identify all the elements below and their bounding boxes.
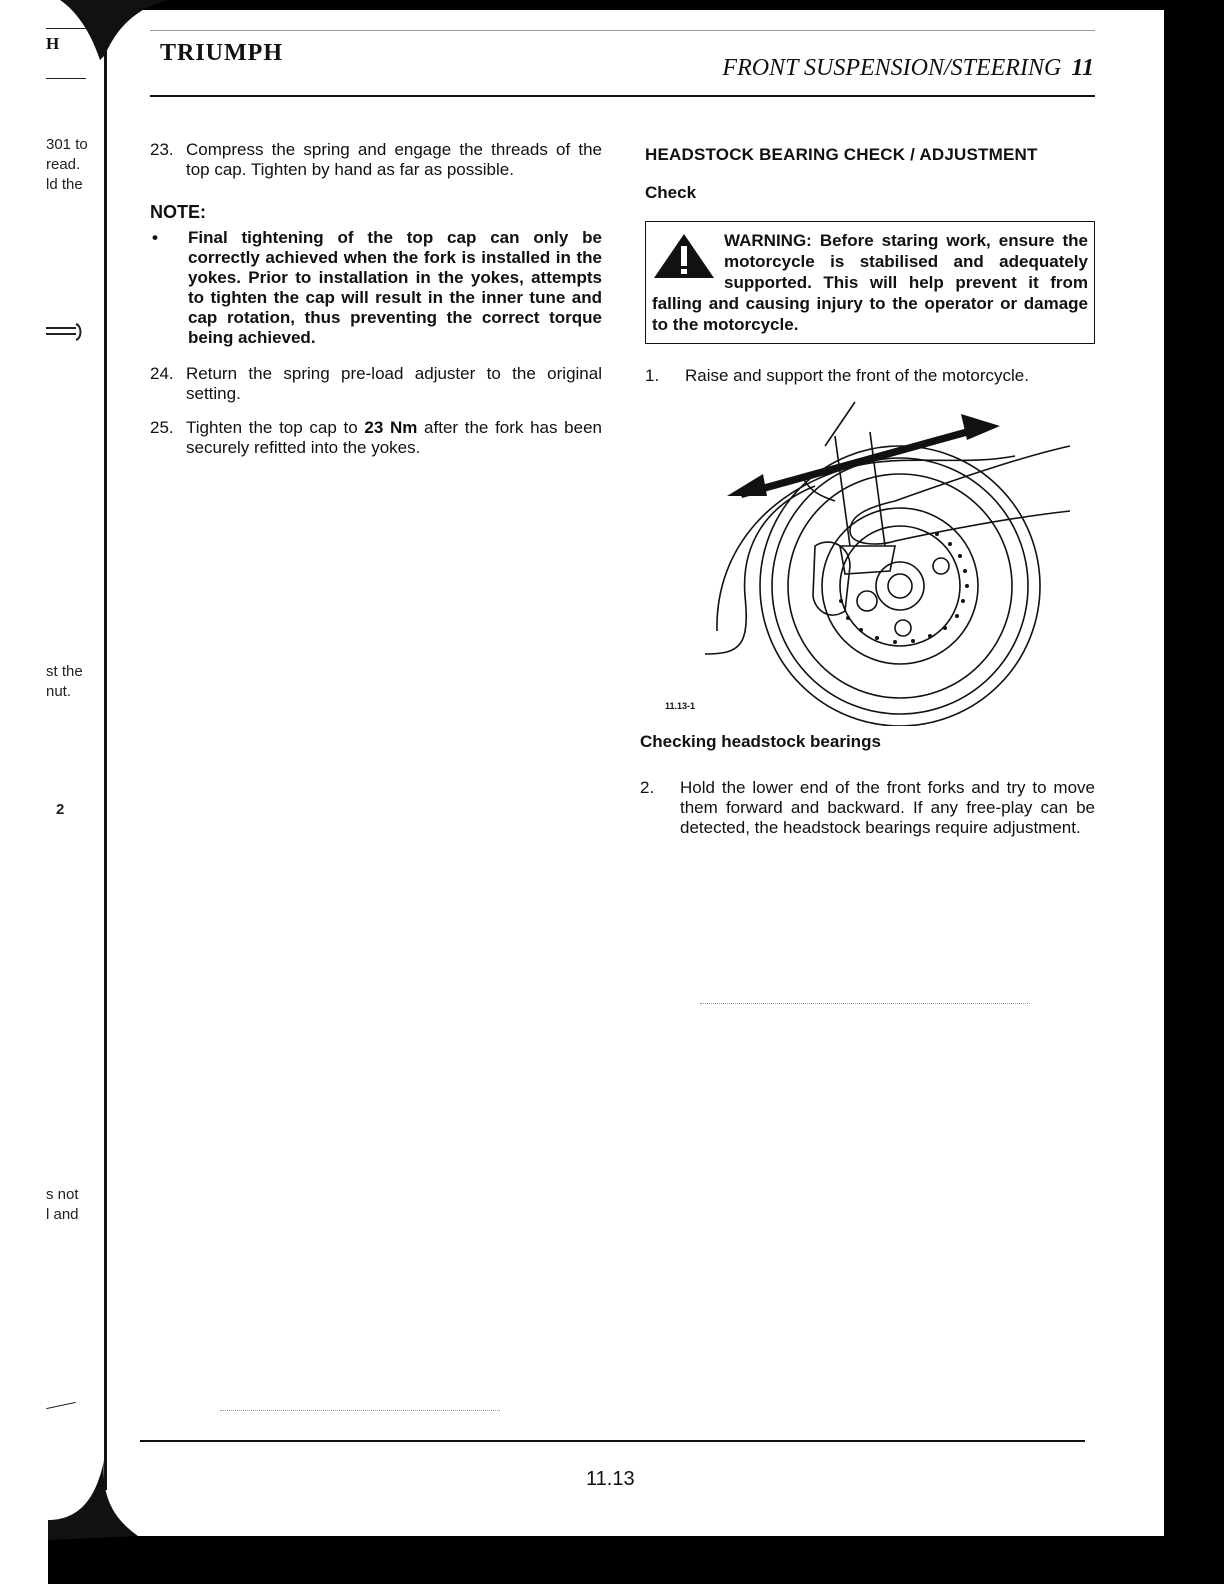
margin-rule <box>46 78 86 79</box>
margin-fragment-block: st the nut. <box>46 663 83 700</box>
binding-spine <box>104 40 107 1490</box>
right-column <box>640 145 1095 848</box>
left-column <box>150 140 602 472</box>
scan-edge-top <box>140 0 1170 10</box>
figure-label: 11.13-1 <box>665 701 696 711</box>
warning-box <box>645 221 1095 344</box>
torque-value: 23 Nm <box>364 418 418 437</box>
chapter-number: 11 <box>1071 55 1094 81</box>
wheel-illustration <box>645 396 1085 726</box>
margin-rule <box>46 28 86 29</box>
margin-fragment-block: s not l and <box>46 1186 79 1223</box>
bullet-icon: • <box>152 228 158 247</box>
figure-headstock-check <box>645 396 1085 726</box>
warning-triangle-icon <box>652 232 716 280</box>
warning-text: WARNING: Before staring work, ensure the motorcycle is stabilised and adequately supported. This will help prevent it from falling and causing injury to the operator or damage to the motorcycle. <box>652 231 1088 334</box>
figure-caption: Checking headstock bearings <box>640 732 881 751</box>
step-1: 1. Raise and support the front of the motorcycle. <box>645 366 1029 385</box>
page-title <box>722 55 1094 82</box>
scan-edge-right <box>1164 0 1224 1584</box>
step-2: 2. Hold the lower end of the front forks and try to move them forward and backward. If any free-play can be detected, the headstock bearings require adjustment. <box>640 778 1095 837</box>
spine-curve-bottom <box>48 1460 138 1540</box>
brand-logo: TRIUMPH <box>160 40 283 66</box>
faint-rule <box>700 1003 1030 1004</box>
step-23: 23. Compress the spring and engage the threads of the top cap. Tighten by hand as far as possible. <box>150 140 602 179</box>
header-rule-top <box>150 30 1095 31</box>
note-item: • Final tightening of the top cap can only be correctly achieved when the fork is installed in the yokes. Prior to installation in the yokes, attempts to tighten the cap will result in the inner tune and cap rotation, thus preventing the correct torque being achieved. <box>152 228 602 347</box>
sub-heading: Check <box>645 183 697 202</box>
margin-rule <box>46 1402 76 1409</box>
step-25: 25. Tighten the top cap to 23 Nm after the fork has been securely refitted into the yokes. <box>150 418 602 457</box>
note-heading: NOTE: <box>150 202 206 222</box>
margin-fragment-block: 301 to read. ld the <box>46 136 88 193</box>
scan-edge-bottom <box>48 1536 1168 1584</box>
section-heading: HEADSTOCK BEARING CHECK / ADJUSTMENT <box>645 145 1038 164</box>
margin-fragment-block: 2 <box>56 801 65 818</box>
header-rule <box>150 95 1095 97</box>
faint-rule <box>220 1410 500 1411</box>
margin-wrench-icon <box>46 320 86 344</box>
step-24: 24. Return the spring pre-load adjuster to the original setting. <box>150 364 602 403</box>
page-number: 11.13 <box>586 1468 635 1490</box>
footer-rule <box>140 1440 1085 1442</box>
margin-fragment-letter: H <box>46 34 60 53</box>
section-title: FRONT SUSPENSION/STEERING <box>722 55 1062 81</box>
